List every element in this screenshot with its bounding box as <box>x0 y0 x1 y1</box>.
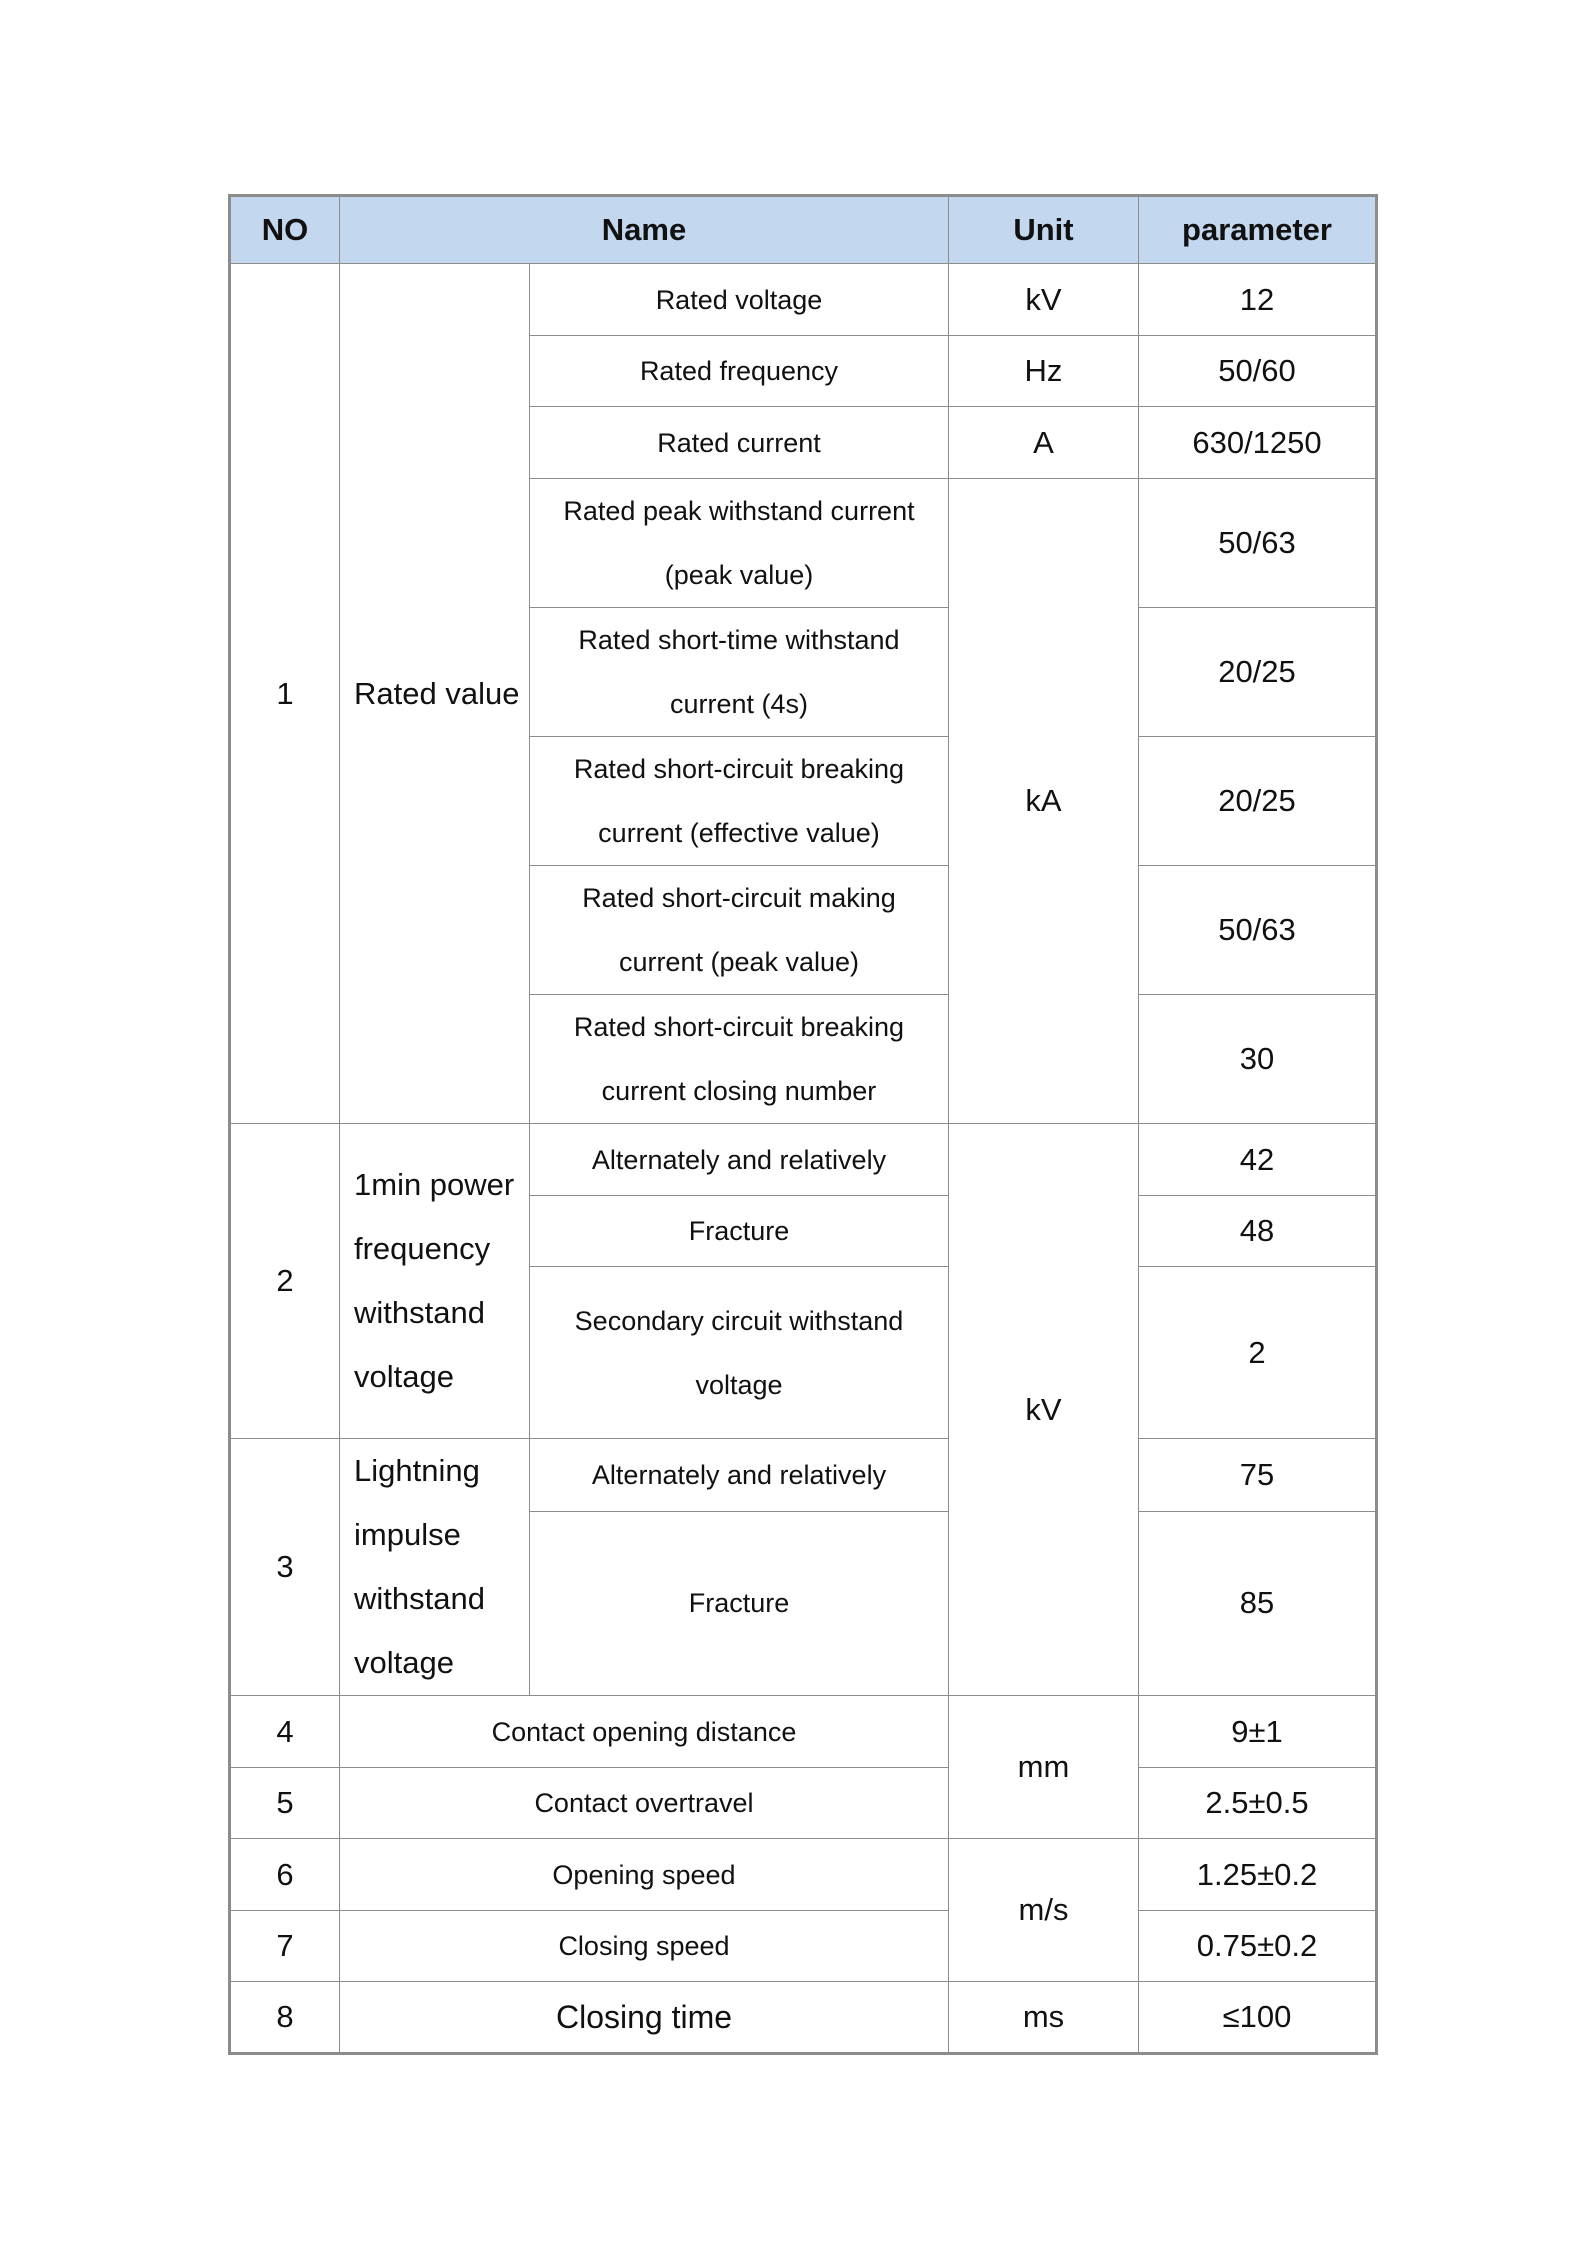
item-value: 42 <box>1139 1124 1377 1196</box>
item-name: Rated voltage <box>530 264 949 336</box>
item-name: Rated frequency <box>530 336 949 407</box>
item-name: Closing speed <box>340 1911 949 1982</box>
row-number: 8 <box>230 1982 340 2054</box>
table-row <box>230 1696 1377 1768</box>
item-value: 12 <box>1139 264 1377 336</box>
item-unit: Hz <box>949 336 1139 407</box>
item-value: 2.5±0.5 <box>1139 1768 1377 1839</box>
item-value: 50/60 <box>1139 336 1377 407</box>
item-value: 75 <box>1139 1439 1377 1512</box>
item-value: 20/25 <box>1139 608 1377 737</box>
header-unit: Unit <box>949 196 1139 264</box>
item-name: Alternately and relatively <box>530 1124 949 1196</box>
table-row <box>230 1124 1377 1196</box>
item-value: 2 <box>1139 1267 1377 1439</box>
item-unit: mm <box>949 1696 1139 1839</box>
row-number: 2 <box>230 1124 340 1439</box>
item-name: Rated short-circuit breaking current (effective value) <box>530 737 949 866</box>
group-label: 1min power frequency withstand voltage <box>340 1124 530 1439</box>
table-row <box>230 1439 1377 1512</box>
header-parameter: parameter <box>1139 196 1377 264</box>
item-value: 50/63 <box>1139 866 1377 995</box>
header-no: NO <box>230 196 340 264</box>
item-name: Closing time <box>340 1982 949 2054</box>
item-name: Secondary circuit withstand voltage <box>530 1267 949 1439</box>
group-label: Lightning impulse withstand voltage <box>340 1439 530 1696</box>
item-unit: kA <box>949 479 1139 1124</box>
row-number: 6 <box>230 1839 340 1911</box>
item-value: 0.75±0.2 <box>1139 1911 1377 1982</box>
table-row <box>230 264 1377 336</box>
item-unit: A <box>949 407 1139 479</box>
row-number: 5 <box>230 1768 340 1839</box>
table-header-row <box>230 196 1377 264</box>
item-unit: kV <box>949 1124 1139 1696</box>
table-row <box>230 1839 1377 1911</box>
item-name: Rated short-time withstand current (4s) <box>530 608 949 737</box>
spec-table <box>228 194 1378 2055</box>
item-name: Rated short-circuit breaking current closing number <box>530 995 949 1124</box>
item-value: 20/25 <box>1139 737 1377 866</box>
item-value: 30 <box>1139 995 1377 1124</box>
item-value: 630/1250 <box>1139 407 1377 479</box>
item-name: Fracture <box>530 1196 949 1267</box>
row-number: 7 <box>230 1911 340 1982</box>
header-name: Name <box>340 196 949 264</box>
item-value: 1.25±0.2 <box>1139 1839 1377 1911</box>
item-value: 50/63 <box>1139 479 1377 608</box>
item-name: Rated peak withstand current (peak value) <box>530 479 949 608</box>
item-name: Fracture <box>530 1511 949 1695</box>
item-value: 85 <box>1139 1511 1377 1695</box>
group-label: Rated value <box>340 264 530 1124</box>
row-number: 4 <box>230 1696 340 1768</box>
item-name: Contact opening distance <box>340 1696 949 1768</box>
item-value: 9±1 <box>1139 1696 1377 1768</box>
table-row <box>230 1911 1377 1982</box>
item-name: Alternately and relatively <box>530 1439 949 1512</box>
item-unit: kV <box>949 264 1139 336</box>
row-number: 3 <box>230 1439 340 1696</box>
item-unit: m/s <box>949 1839 1139 1982</box>
item-name: Rated current <box>530 407 949 479</box>
item-unit: ms <box>949 1982 1139 2054</box>
item-name: Opening speed <box>340 1839 949 1911</box>
item-value: 48 <box>1139 1196 1377 1267</box>
item-name: Contact overtravel <box>340 1768 949 1839</box>
row-number: 1 <box>230 264 340 1124</box>
table-row <box>230 1982 1377 2054</box>
table-row <box>230 1768 1377 1839</box>
item-name: Rated short-circuit making current (peak value) <box>530 866 949 995</box>
item-value: ≤100 <box>1139 1982 1377 2054</box>
